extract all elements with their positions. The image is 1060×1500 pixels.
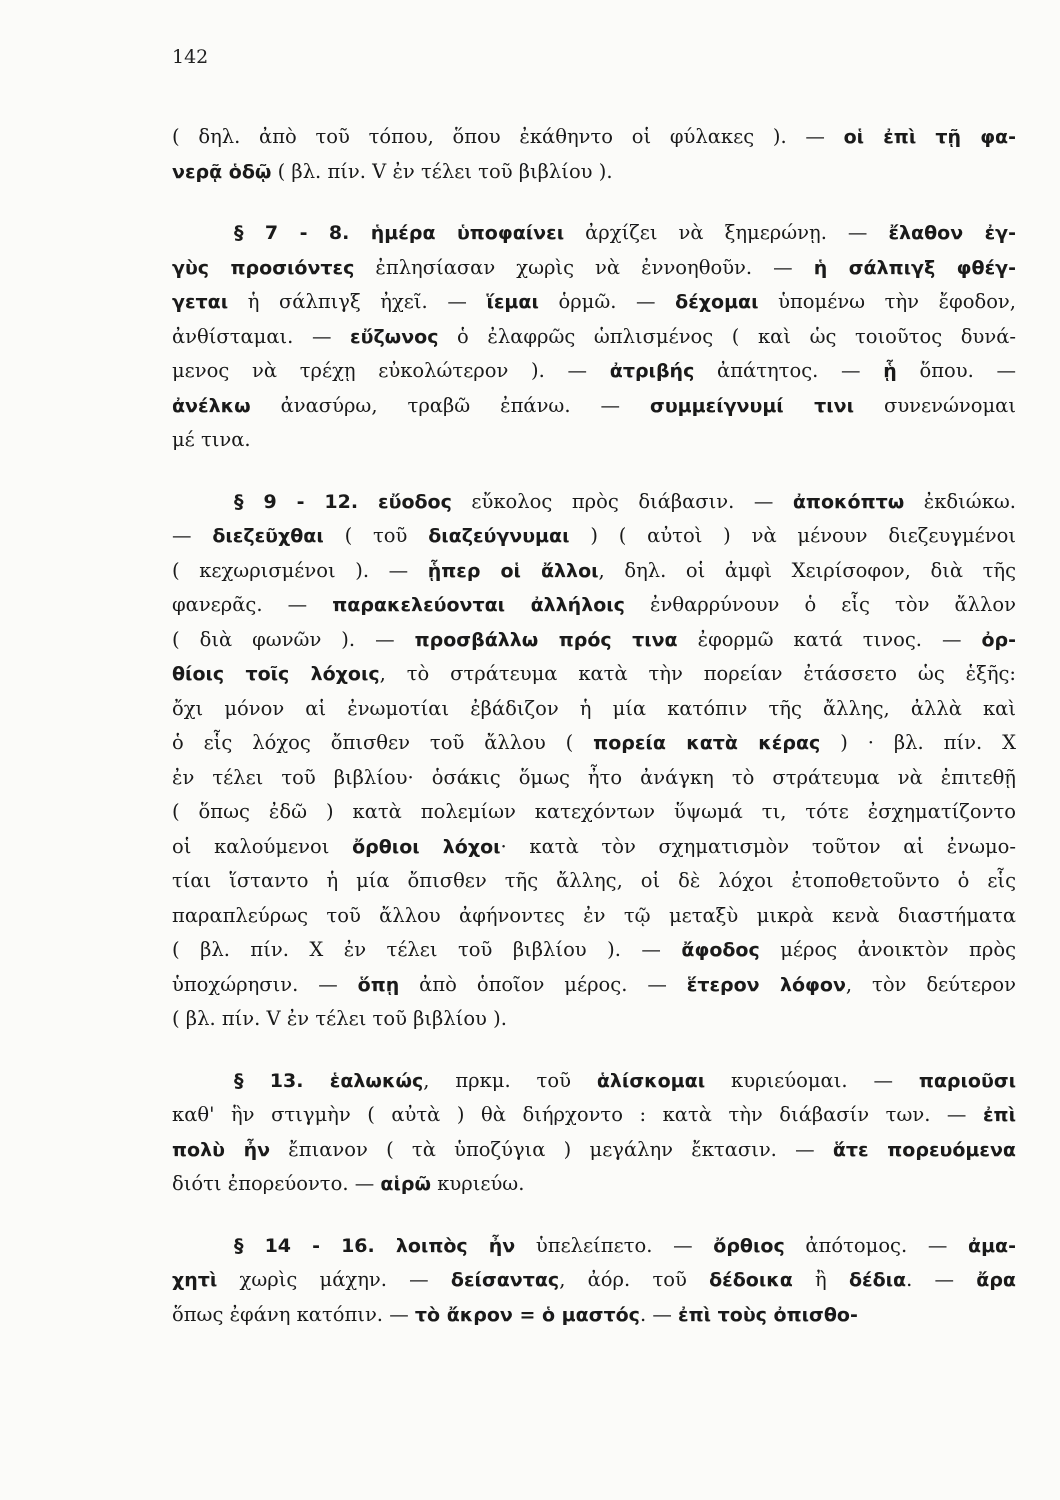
lemma-term: λοιπὸς ἦν xyxy=(395,1234,516,1257)
lemma-term: δέδοικα xyxy=(709,1269,793,1291)
text-line xyxy=(172,251,1016,286)
text-line xyxy=(172,216,1016,251)
text-line xyxy=(172,795,1016,830)
lemma-term: ὄρθιος xyxy=(713,1234,785,1257)
lemma-term: ἀποκόπτω xyxy=(792,490,905,513)
lemma-term: τὸ ἄκρον = ὁ μαστός xyxy=(414,1303,640,1326)
gloss-text: ἔπιανον ( τὰ ὑποζύγια ) μεγάλην ἔκτασιν. — xyxy=(270,1137,833,1161)
paragraph xyxy=(172,1064,1016,1202)
paragraph-gap xyxy=(172,458,1016,485)
lemma-term: παρακελεύονται ἀλλήλοις xyxy=(332,594,625,616)
gloss-text: ἐνθαρρύνουν ὁ εἷς τὸν ἄλλον xyxy=(624,593,1016,616)
gloss-text: χωρὶς μάχην. — xyxy=(217,1268,451,1291)
text-line xyxy=(172,1229,1016,1264)
lemma-term: γὺς προσιόντες xyxy=(172,256,355,279)
text-line xyxy=(172,588,1016,623)
lemma-term: § 14 - 16. xyxy=(234,1234,396,1257)
lemma-term: ἀμα- xyxy=(968,1234,1016,1257)
gloss-text: ἀπάτητος. — xyxy=(694,359,884,382)
lemma-term: ὄρθιοι λόχοι xyxy=(352,835,501,858)
lemma-term: ἡμέρα ὑποφαίνει xyxy=(370,222,565,244)
gloss-text: , ἀόρ. τοῦ xyxy=(559,1268,710,1291)
gloss-text: , τὸ στράτευμα κατὰ τὴν πορείαν ἐτάσσετο ὡς ἑξῆς: xyxy=(379,662,1016,685)
gloss-text: φανερᾶς. — xyxy=(172,593,333,616)
lemma-term: διαζεύγνυμαι xyxy=(428,525,570,547)
gloss-text: . — xyxy=(906,1268,977,1291)
lemma-term: δείσαντας xyxy=(450,1269,560,1291)
text-line xyxy=(172,761,1016,796)
text-line xyxy=(172,623,1016,658)
lemma-term: ὅπῃ xyxy=(357,973,400,996)
gloss-text: ( διὰ φωνῶν ). — xyxy=(172,627,415,651)
gloss-text: ) · βλ. πίν. X xyxy=(820,731,1016,754)
text-line xyxy=(172,1298,1016,1333)
text-line xyxy=(172,968,1016,1003)
lemma-term: ἔλαθον ἐγ- xyxy=(888,222,1016,244)
gloss-text: καθ' ἣν στιγμὴν ( αὐτὰ ) θὰ διήρχοντο : κατὰ τὴν διάβασίν των. — xyxy=(172,1103,983,1126)
gloss-text: · κατὰ τὸν σχηματισμὸν τοῦτον αἱ ἐνωμο- xyxy=(500,834,1016,858)
gloss-text: ἀρχίζει νὰ ξημερώνῃ. — xyxy=(564,221,889,244)
lemma-term: εὔζωνος xyxy=(350,325,439,348)
lemma-term: ἁλίσκομαι xyxy=(596,1069,706,1092)
lemma-term: εὔοδος xyxy=(378,490,452,513)
paragraph xyxy=(172,1229,1016,1333)
lemma-term: § 9 - 12. xyxy=(234,490,379,513)
paragraph-gap xyxy=(172,1037,1016,1064)
gloss-text: ἢ xyxy=(792,1268,849,1291)
lemma-term: προσβάλλω πρός τινα xyxy=(414,628,678,651)
text-line xyxy=(172,354,1016,389)
gloss-text: ( βλ. πίν. V ἐν τέλει τοῦ βιβλίου ). xyxy=(271,159,613,183)
gloss-text: ( ὅπως ἐδῶ ) κατὰ πολεμίων κατεχόντων ὕψωμά τι, τότε ἐσχηματίζοντο xyxy=(172,800,1016,823)
text-line xyxy=(172,692,1016,727)
gloss-text: ὑποχώρησιν. — xyxy=(172,972,358,996)
gloss-text: , πρκμ. τοῦ xyxy=(423,1068,597,1092)
text-line xyxy=(172,830,1016,865)
lemma-term: ἕτερον λόφον xyxy=(686,973,846,996)
text-line xyxy=(172,320,1016,355)
text-line xyxy=(172,933,1016,968)
text-line xyxy=(172,485,1016,520)
page-number: 142 xyxy=(172,46,209,68)
lemma-term: ᾗπερ οἱ ἄλλοι xyxy=(427,559,599,582)
text-line xyxy=(172,423,1016,458)
lemma-term: ἑαλωκώς xyxy=(329,1069,424,1092)
lemma-term: δέχομαι xyxy=(675,291,759,313)
text-line xyxy=(172,864,1016,899)
lemma-term: συμμείγνυμί τινι xyxy=(650,394,855,417)
gloss-text: ἐν τέλει τοῦ βιβλίου· ὁσάκις ὅμως ἦτο ἀνάγκη τὸ στράτευμα νὰ ἐπιτεθῇ xyxy=(172,765,1016,789)
lemma-term: δέδια xyxy=(848,1269,907,1291)
gloss-text: ἐπλησίασαν χωρὶς νὰ ἐννοηθοῦν. — xyxy=(354,255,814,279)
lemma-term: ἡ σάλπιγξ φθέγ- xyxy=(813,256,1016,279)
gloss-text: εὔκολος πρὸς διάβασιν. — xyxy=(451,489,793,513)
gloss-text: , δηλ. οἱ ἀμφὶ Χειρίσοφον, διὰ τῆς xyxy=(598,558,1016,582)
gloss-text: συνενώνομαι xyxy=(854,393,1016,417)
text-line xyxy=(172,554,1016,589)
gloss-text: ( τοῦ xyxy=(323,524,429,547)
gloss-text: ὁ εἷς λόχος ὄπισθεν τοῦ ἄλλου ( xyxy=(172,731,594,754)
paragraph xyxy=(172,120,1016,189)
gloss-text: ἐκδιώκω. xyxy=(904,489,1016,513)
lemma-term: πολὺ ἦν xyxy=(172,1138,271,1161)
gloss-text: ἡ σάλπιγξ ἠχεῖ. — xyxy=(228,290,487,313)
gloss-text: ἀπὸ ὁποῖον μέρος. — xyxy=(399,972,687,996)
gloss-text: κυριεύω. xyxy=(431,1172,525,1195)
text-line xyxy=(172,657,1016,692)
text-line xyxy=(172,1098,1016,1133)
paragraph-gap xyxy=(172,1202,1016,1229)
text-line xyxy=(172,1064,1016,1099)
gloss-text: ὁρμῶ. — xyxy=(538,290,676,313)
lemma-term: θίοις τοῖς λόχοις xyxy=(172,663,380,685)
text-line xyxy=(172,1002,1016,1037)
gloss-text: τίαι ἵσταντο ἡ μία ὄπισθεν τῆς ἄλλης, οἱ δὲ λόχοι ἐτοποθετοῦντο ὁ εἷς xyxy=(172,869,1016,892)
gloss-text: — xyxy=(172,524,213,547)
gloss-text: ἐφορμῶ κατά τινος. — xyxy=(677,627,982,651)
lemma-term: ἵεμαι xyxy=(486,291,539,313)
lemma-term: οἱ ἐπὶ τῇ φα- xyxy=(843,126,1016,148)
lemma-term: ὀρ- xyxy=(981,628,1016,651)
lemma-term: νερᾷ ὁδῷ xyxy=(172,160,272,183)
gloss-text: ὑπελείπετο. — xyxy=(515,1233,714,1257)
gloss-text: ὁ ἐλαφρῶς ὡπλισμένος ( καὶ ὡς τοιοῦτος δυνά- xyxy=(438,324,1017,348)
lemma-term: ἄρα xyxy=(976,1269,1016,1291)
lemma-term: διεζεῦχθαι xyxy=(212,525,324,547)
paragraph-gap xyxy=(172,189,1016,216)
text-line xyxy=(172,389,1016,424)
lemma-term: § 13. xyxy=(234,1069,330,1092)
text-line xyxy=(172,1133,1016,1168)
text-line xyxy=(172,1263,1016,1298)
text-line xyxy=(172,726,1016,761)
lemma-term: παριοῦσι xyxy=(918,1069,1017,1092)
lemma-term: ἄφοδος xyxy=(681,939,760,961)
gloss-text: ( κεχωρισμένοι ). — xyxy=(172,558,428,582)
gloss-text: κυριεύομαι. — xyxy=(705,1068,919,1092)
gloss-text: ὑπομένω τὴν ἔφοδον, xyxy=(758,290,1016,313)
lemma-term: § 7 - 8. xyxy=(234,222,371,244)
lemma-term: ἅτε πορευόμενα xyxy=(832,1138,1016,1161)
gloss-text: , τὸν δεύτερον xyxy=(845,972,1016,996)
lemma-term: ἐπὶ τοὺς ὀπισθο- xyxy=(678,1303,858,1326)
gloss-text: . — xyxy=(639,1302,679,1326)
gloss-text: ὅπως ἐφάνη κατόπιν. — xyxy=(172,1302,415,1326)
text-line xyxy=(172,155,1016,190)
gloss-text: ἀνθίσταμαι. — xyxy=(172,324,351,348)
gloss-text: μέ τινα. xyxy=(172,428,251,451)
lemma-term: αἱρῶ xyxy=(380,1173,431,1195)
gloss-text: ἀνασύρω, τραβῶ ἐπάνω. — xyxy=(250,393,651,417)
lemma-term: χητὶ xyxy=(172,1269,218,1291)
text-line xyxy=(172,285,1016,320)
commentary-body xyxy=(172,120,1016,1332)
gloss-text: ὄχι μόνον αἱ ἐνωμοτίαι ἐβάδιζον ἡ μία κατόπιν τῆς ἄλλης, ἀλλὰ καὶ xyxy=(172,696,1016,720)
text-line xyxy=(172,1167,1016,1202)
gloss-text: ( δηλ. ἀπὸ τοῦ τόπου, ὅπου ἐκάθηντο οἱ φύλακες ). — xyxy=(172,125,844,148)
gloss-text: μέρος ἀνοικτὸν πρὸς xyxy=(759,938,1016,961)
gloss-text: ὅπου. — xyxy=(896,359,1016,382)
gloss-text: ἀπότομος. — xyxy=(784,1233,969,1257)
paragraph xyxy=(172,485,1016,1037)
paragraph xyxy=(172,216,1016,458)
gloss-text: ( βλ. πίν. V ἐν τέλει τοῦ βιβλίου ). xyxy=(172,1007,507,1030)
text-line xyxy=(172,519,1016,554)
lemma-term: ἐπὶ xyxy=(982,1104,1016,1126)
text-line xyxy=(172,899,1016,934)
gloss-text: διότι ἐπορεύοντο. — xyxy=(172,1172,381,1195)
lemma-term: πορεία κατὰ κέρας xyxy=(593,732,821,754)
lemma-term: ἀνέλκω xyxy=(172,394,251,417)
lemma-term: ἀτριβής xyxy=(609,360,695,382)
gloss-text: παραπλεύρως τοῦ ἄλλου ἀφήνοντες ἐν τῷ μεταξὺ μικρὰ κενὰ διαστήματα xyxy=(172,903,1016,927)
gloss-text: ) ( αὐτοὶ ) νὰ μένουν διεζευγμένοι xyxy=(569,524,1016,547)
lemma-term: γεται xyxy=(172,291,229,313)
gloss-text: μενος νὰ τρέχῃ εὐκολώτερον ). — xyxy=(172,359,610,382)
text-line xyxy=(172,120,1016,155)
lemma-term: ᾗ xyxy=(883,360,897,382)
gloss-text: ( βλ. πίν. X ἐν τέλει τοῦ βιβλίου ). — xyxy=(172,938,682,961)
gloss-text: οἱ καλούμενοι xyxy=(172,834,353,858)
